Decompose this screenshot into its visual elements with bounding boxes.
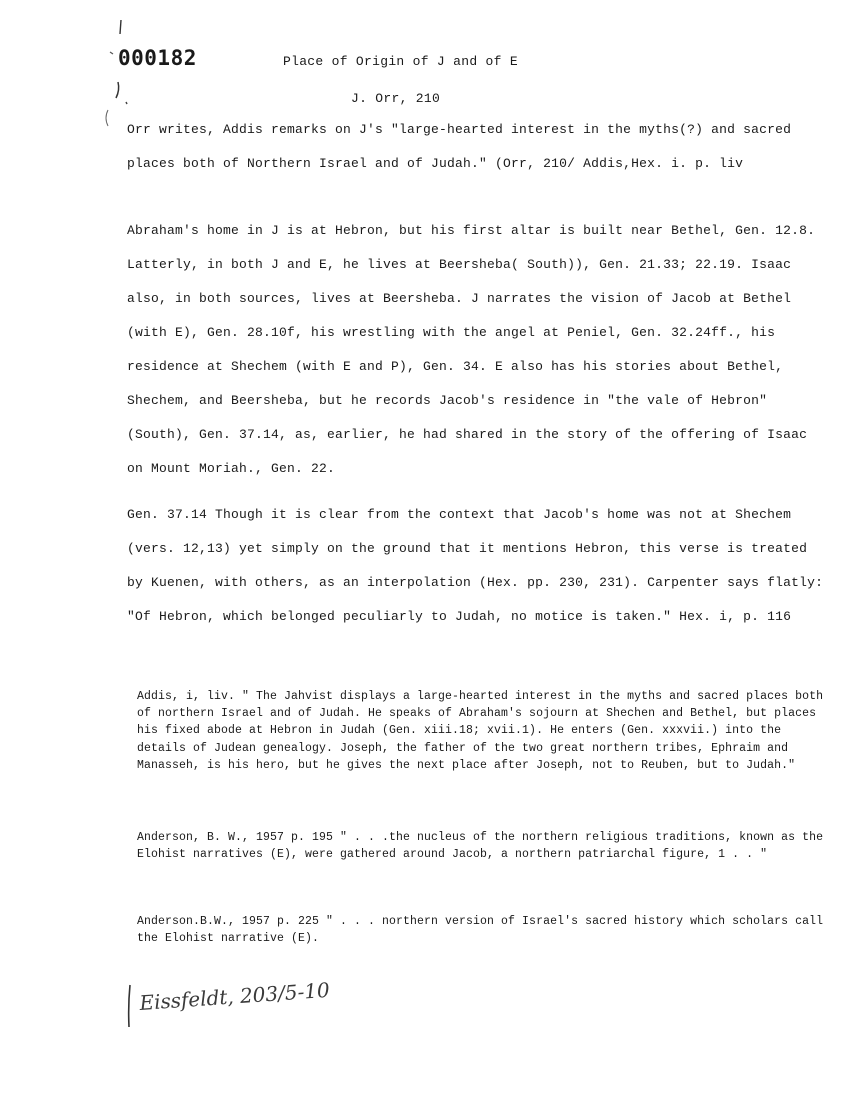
abraham-paragraph: Abraham's home in J is at Hebron, but his first altar is built near Bethel, Gen. 12.8. Latterly, in both J and E, he lives at Beersheba( South)), Gen. 21.33; 22.19. Isaac also, in both sources, lives at Beersheba. J narrates the vision of Jacob at Bethel (with E), Gen. 28.10f, his wrestling with the angel at Peniel, Gen. 32.24ff., his residence at Shechem (with E and P), Gen. 34. E also has his stories about Bethel, Shechem, and Beersheba, but he records Jacob's residence in "the vale of Hebron" (South), Gen. 37.14, as, earlier, he had shared in the story of the offering of Isaac on Mount Moriah., Gen. 22. [127,223,816,476]
anderson-quote-195: Anderson, B. W., 1957 p. 195 " . . .the nucleus of the northern religious traditions, known as the Elohist narratives (E), were gathered around Jacob, a northern patriarchal figure, 1 . . " [137,831,824,862]
addis-quote: Addis, i, liv. " The Jahvist displays a large-hearted interest in the myths and sacred places both of northern Israel and of Judah. He speaks of Abraham's sojourn at Shechen and Bethel, but places his fixed abode at Hebron in Judah (Gen. xiii.18; xvii.1). He enters (Gen. xxxvii.) into the details of Judean genealogy. Joseph, the father of the two great northern tribes, Ephraim and Manasseh, is his hero, but he gives the next place after Joseph, not to Reuben, but to Judah." [137,690,824,772]
author-reference: J. Orr, 210 [351,91,441,106]
handwritten-note-text: Eissfeldt, 203/5-10 [138,977,331,1015]
page-title: Place of Origin of J and of E [283,54,518,69]
gen-37-14-paragraph: Gen. 37.14 Though it is clear from the context that Jacob's home was not at Shechem (vers. 12,13) yet simply on the ground that it mentions Hebron, this verse is treated by Kuenen, with others, as an interpolation (Hex. pp. 230, 231). Carpenter says flatly: "Of Hebron, which belonged peculiarly to Judah, no motice is taken." Hex. i, p. 116 [127,507,824,624]
handwritten-note [124,975,384,1035]
margin-pencil-marks [100,18,130,138]
anderson-quote-225: Anderson.B.W., 1957 p. 225 " . . . northern version of Israel's sacred history which scholars call the Elohist narrative (E). [137,915,824,946]
document-id: 000182 [118,46,197,70]
intro-paragraph: Orr writes, Addis remarks on J's "large-hearted interest in the myths(?) and sacred places both of Northern Israel and of Judah." (Orr, 210/ Addis,Hex. i. p. liv [127,122,792,171]
